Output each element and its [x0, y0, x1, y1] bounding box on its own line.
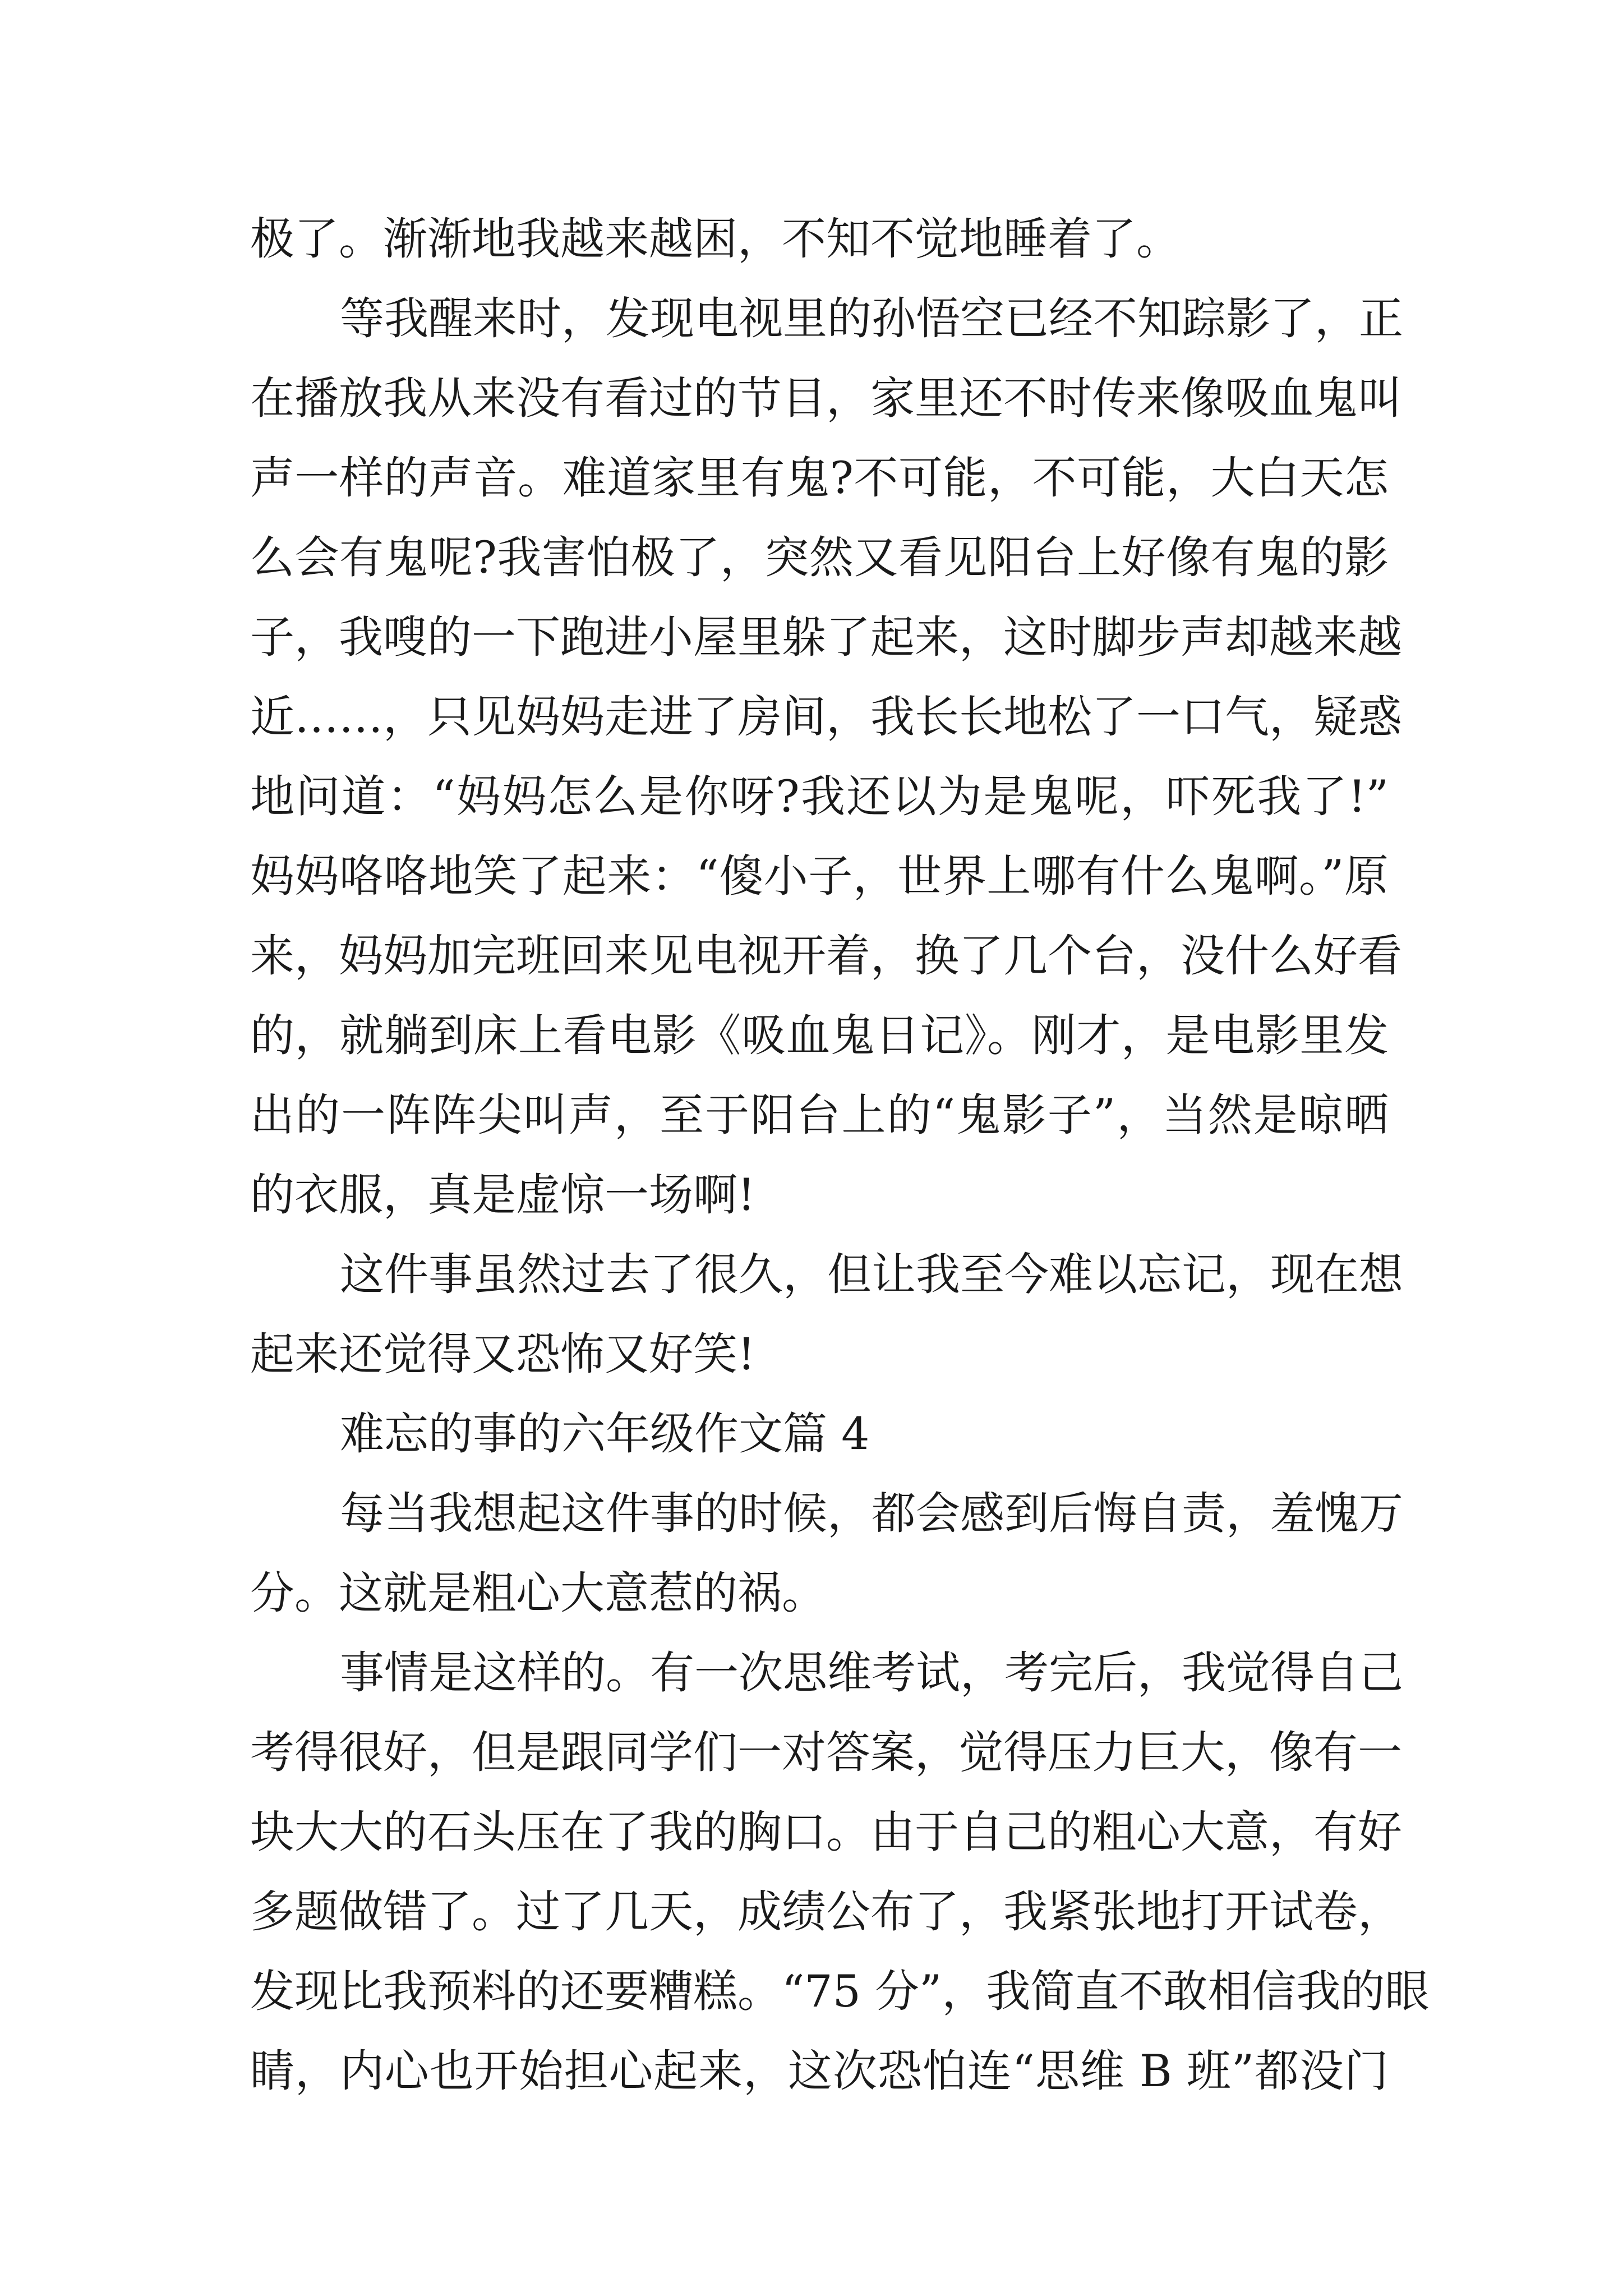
text-line: 地问道：“妈妈怎么是你呀?我还以为是鬼呢，吓死我了!” [250, 771, 1389, 822]
text-line: 每当我想起这件事的时候，都会感到后悔自责，羞愧万 [340, 1488, 1403, 1539]
text-line: 么会有鬼呢?我害怕极了，突然又看见阳台上好像有鬼的影 [250, 532, 1389, 583]
text-line: 起来还觉得又恐怖又好笑! [250, 1328, 755, 1380]
text-line: 这件事虽然过去了很久，但让我至今难以忘记，现在想 [340, 1249, 1403, 1300]
text-line: 在播放我从来没有看过的节目，家里还不时传来像吸血鬼叫 [250, 372, 1402, 424]
text-line: 事情是这样的。有一次思维考试，考完后，我觉得自己 [340, 1647, 1403, 1699]
text-line: 难忘的事的六年级作文篇 4 [340, 1408, 870, 1460]
text-line: 等我醒来时，发现电视里的孙悟空已经不知踪影了，正 [340, 293, 1403, 344]
text-line: 妈妈咯咯地笑了起来：“傻小子，世界上哪有什么鬼啊。”原 [250, 850, 1389, 902]
text-line: 声一样的声音。难道家里有鬼?不可能，不可能，大白天怎 [250, 452, 1389, 504]
text-line: 考得很好，但是跟同学们一对答案，觉得压力巨大，像有一 [250, 1727, 1402, 1778]
text-line: 子，我嗖的一下跑进小屋里躲了起来，这时脚步声却越来越 [250, 611, 1402, 663]
text-line: 极了。渐渐地我越来越困，不知不觉地睡着了。 [250, 213, 1181, 265]
text-line: 发现比我预料的还要糟糕。“75 分”，我简直不敢相信我的眼 [250, 1966, 1430, 2017]
text-line: 出的一阵阵尖叫声，至于阳台上的“鬼影子”，当然是晾晒 [250, 1089, 1389, 1141]
text-line: 的，就躺到床上看电影《吸血鬼日记》。刚才，是电影里发 [250, 1010, 1389, 1061]
text-line: 睛，内心也开始担心起来，这次恐怕连“思维 B 班”都没门 [250, 2045, 1389, 2097]
text-line: 的衣服，真是虚惊一场啊! [250, 1169, 755, 1221]
text-line: 来，妈妈加完班回来见电视开着，换了几个台，没什么好看 [250, 930, 1402, 982]
text-line: 分。这就是粗心大意惹的祸。 [250, 1567, 826, 1619]
text-line: 块大大的石头压在了我的胸口。由于自己的粗心大意，有好 [250, 1806, 1402, 1858]
text-line: 近……，只见妈妈走进了房间，我长长地松了一口气，疑惑 [250, 691, 1402, 743]
text-line: 多题做错了。过了几天，成绩公布了，我紧张地打开试卷， [250, 1886, 1402, 1938]
document-body [250, 199, 1430, 2111]
